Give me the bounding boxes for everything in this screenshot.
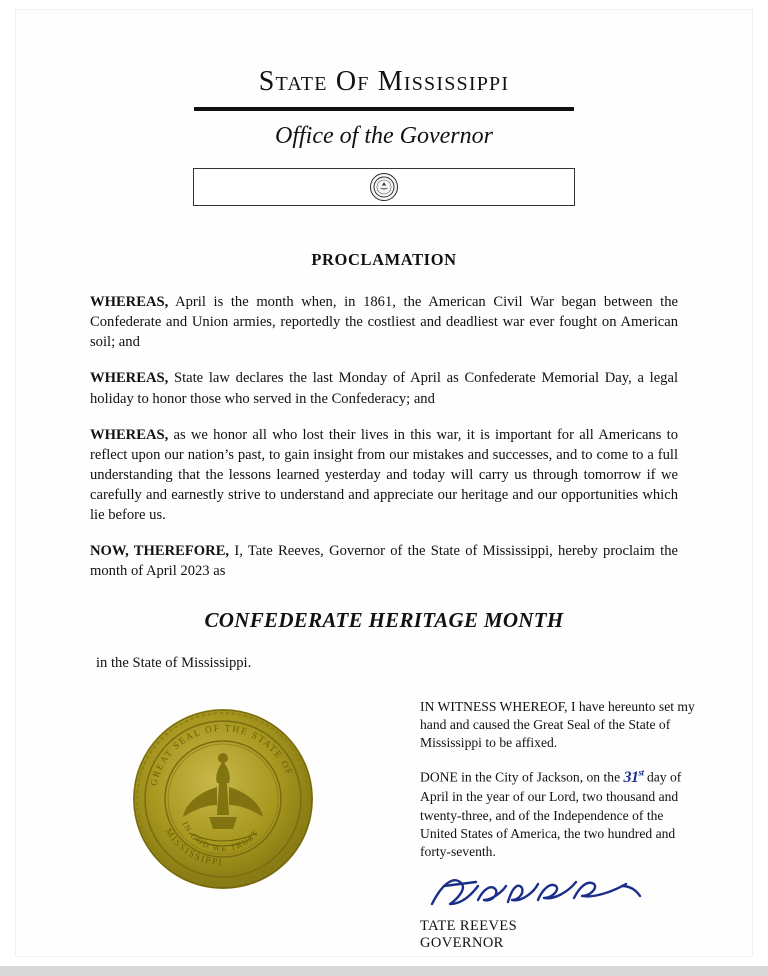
svg-text:MISSISSIPPI: MISSISSIPPI bbox=[162, 826, 224, 868]
proclaimed-title: CONFEDERATE HERITAGE MONTH bbox=[204, 607, 564, 632]
document-footer bbox=[90, 698, 695, 976]
document-header bbox=[16, 10, 752, 206]
signer-role: GOVERNOR bbox=[420, 934, 504, 951]
state-seal-icon bbox=[370, 173, 398, 201]
paragraph-2-lead: WHEREAS, bbox=[90, 370, 169, 387]
faint-artifact: · · · bbox=[520, 963, 552, 976]
svg-text:IN GOD WE TRUST: IN GOD WE TRUST bbox=[180, 819, 261, 853]
header-seal-box bbox=[193, 168, 575, 206]
paragraph-2 bbox=[90, 368, 678, 408]
paragraph-4 bbox=[90, 541, 678, 581]
state-title: State Of Mississippi bbox=[258, 66, 510, 97]
paragraph-4-lead: NOW, THEREFORE, bbox=[90, 543, 230, 560]
great-seal-icon bbox=[130, 706, 316, 892]
paragraph-2-text: State law declares the last Monday of April as Confederate Memorial Day, a legal holiday to honor those who served in the Confederacy; and bbox=[90, 370, 678, 407]
handwritten-day-number: 31 bbox=[623, 768, 639, 786]
witness-paragraph-2 bbox=[420, 767, 702, 862]
document-body bbox=[16, 250, 752, 976]
witness-block bbox=[420, 698, 702, 876]
proclamation-heading: PROCLAMATION bbox=[311, 250, 457, 269]
svg-text:GREAT SEAL OF THE STATE OF: GREAT SEAL OF THE STATE OF bbox=[149, 723, 294, 787]
header-rule bbox=[194, 107, 574, 111]
signature-mark bbox=[426, 870, 646, 916]
done-prefix: DONE in the City of Jackson, on the bbox=[420, 768, 621, 784]
witness-paragraph-1: IN WITNESS WHEREOF, I have hereunto set my hand and caused the Great Seal of the State of Mississippi to be affixed. bbox=[420, 698, 695, 751]
paragraph-3 bbox=[90, 425, 678, 526]
paragraph-3-text: as we honor all who lost their lives in this war, it is important for all Americans to reflect upon our nation’s past, to gain insight from our mistakes and successes, and to come to a full understanding that the lessons learned yesterday and today will carry us through tomorrow if we carefully and earnestly strive to understand and appreciate our heritage and our opportunities which lie before us. bbox=[90, 426, 678, 524]
proclamation-sheet bbox=[16, 10, 752, 976]
paragraph-3-lead: WHEREAS, bbox=[90, 426, 169, 443]
signature-block bbox=[420, 870, 702, 952]
done-suffix: day of April in the year of our Lord, two thousand and twenty-three, and of the Independence of the United States of America, the two hundred and forty-seventh. bbox=[420, 768, 682, 860]
signer-name: TATE REEVES bbox=[420, 917, 518, 934]
paragraph-4-text: I, Tate Reeves, Governor of the State of Mississippi, hereby proclaim the month of April 2023 as bbox=[90, 543, 678, 580]
paragraph-1-lead: WHEREAS, bbox=[90, 294, 169, 310]
paragraph-1-text: April is the month when, in 1861, the American Civil War began between the Confederate and Union armies, reportedly the costliest and deadliest war ever fought on American soil; and bbox=[90, 294, 678, 351]
paragraph-1 bbox=[90, 292, 678, 352]
handwritten-day bbox=[624, 769, 644, 786]
office-subtitle: Office of the Governor bbox=[275, 123, 493, 149]
closing-line: in the State of Mississippi. bbox=[96, 654, 252, 671]
handwritten-day-suffix: st bbox=[638, 767, 644, 778]
